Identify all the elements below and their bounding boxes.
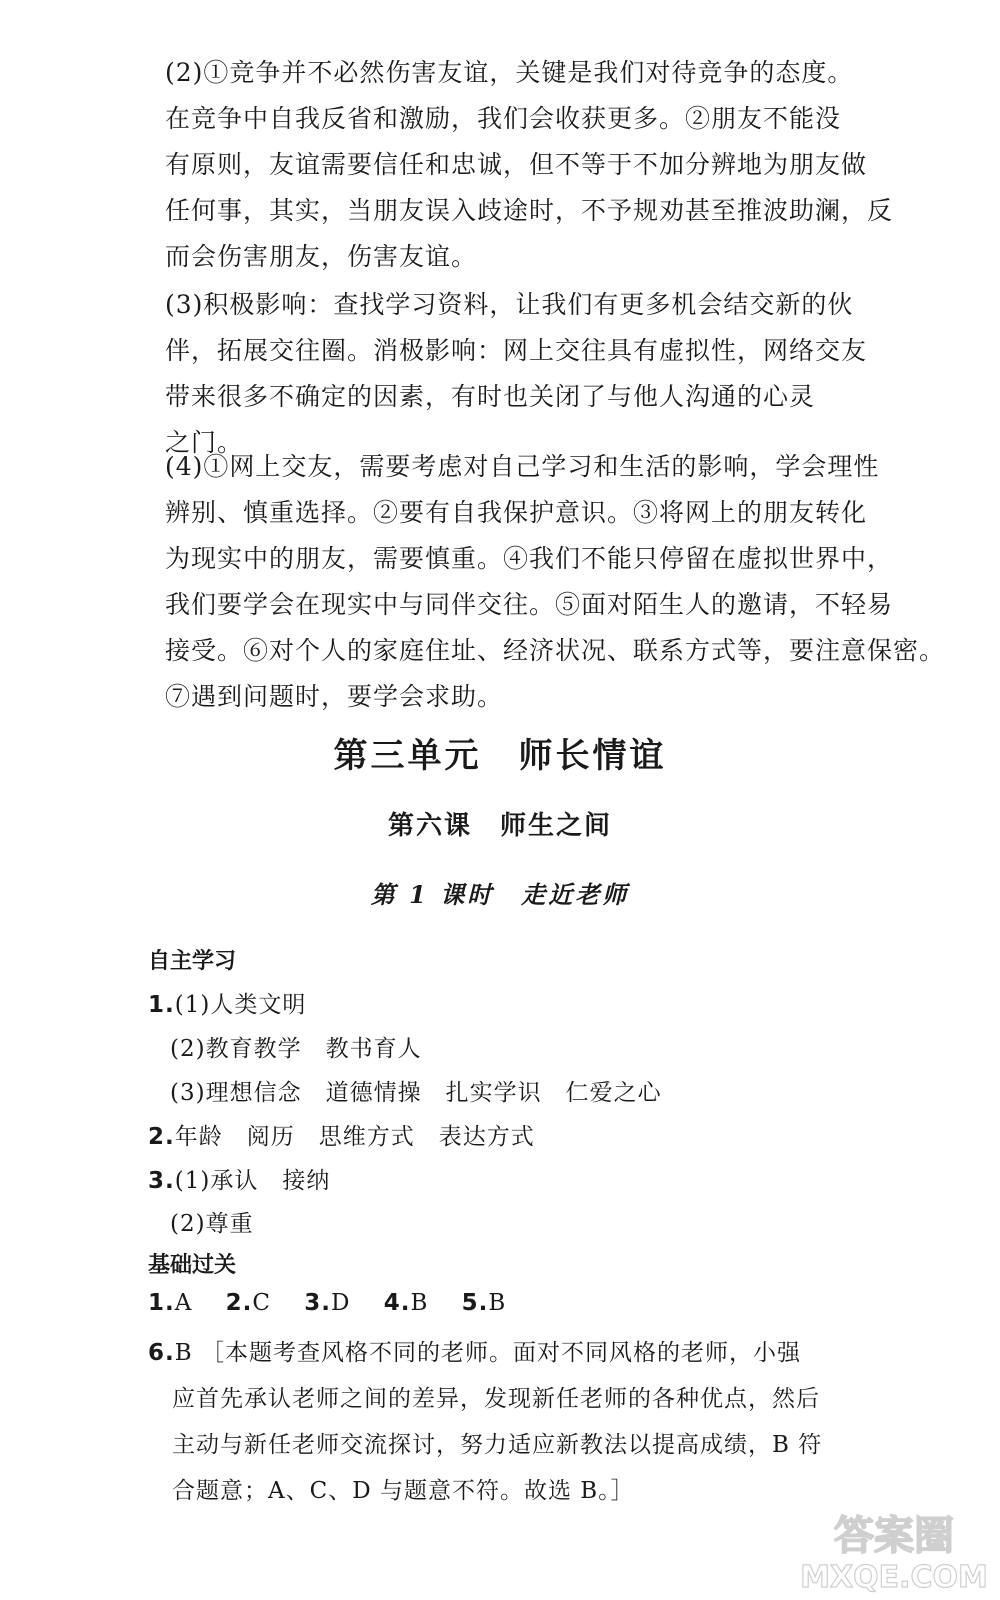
choice-answer: A: [174, 1290, 193, 1316]
text-line: 主动与新任老师交流探讨，努力适应新教法以提高成绩，B 符: [172, 1432, 823, 1458]
choice-answer: B: [410, 1290, 429, 1316]
question-6-explanation: [148, 1330, 848, 1514]
text-line: (2)①竞争并不必然伤害友谊，关键是我们对待竞争的态度。: [165, 58, 854, 87]
text-line: 有原则，友谊需要信任和忠诚，但不等于不加分辨地为朋友做: [165, 150, 868, 179]
answer-text: B ［本题考查风格不同的老师。面对不同风格的老师，小强: [174, 1340, 801, 1366]
text-line: 任何事，其实，当朋友误入歧途时，不予规劝甚至推波助澜，反: [165, 196, 894, 225]
text-line: 辨别、慎重选择。②要有自我保护意识。③将网上的朋友转化: [165, 498, 868, 527]
text-line: (4)①网上交友，需要考虑对自己学习和生活的影响，学会理性: [165, 452, 880, 481]
answer-text: (1)承认 接纳: [174, 1168, 331, 1194]
choice-answer: B: [488, 1290, 507, 1316]
answer-paragraph-2: [165, 50, 894, 280]
watermark-text-url: MXQE.COM: [800, 1560, 988, 1595]
text-line: ⑦遇到问题时，要学会求助。: [165, 682, 504, 711]
section-title-zizhu: 自主学习: [148, 949, 237, 974]
site-watermark-logo: [794, 1501, 994, 1596]
answer-text: 年龄 阅历 思维方式 表达方式: [174, 1124, 535, 1150]
text-line: 合题意；A、C、D 与题意不符。故选 B。］: [172, 1478, 635, 1504]
text-line: (3)积极影响：查找学习资料，让我们有更多机会结交新的伙: [165, 290, 854, 319]
question-2: [148, 1118, 535, 1151]
answer-text: (1)人类文明: [174, 992, 307, 1018]
text-line: 为现实中的朋友，需要慎重。④我们不能只停留在虚拟世界中，: [165, 544, 894, 573]
section-title-jichu: 基础过关: [148, 1253, 237, 1278]
text-line: 在竞争中自我反省和激励，我们会收获更多。②朋友不能没: [165, 104, 842, 133]
text-line: 伴，拓展交往圈。消极影响：网上交往具有虚拟性，网络交友: [165, 336, 868, 365]
answer-paragraph-4: [165, 444, 946, 720]
question-1c: (3)理想信念 道德情操 扎实学识 仁爱之心: [170, 1080, 662, 1106]
question-number: 2.: [225, 1290, 253, 1316]
question-number: 3.: [304, 1290, 331, 1316]
period-heading: 第 1 课时 走近老师: [370, 880, 630, 909]
unit-heading: 第三单元 师长情谊: [333, 736, 667, 776]
question-number: 2.: [148, 1124, 175, 1150]
answer-paragraph-3: [165, 282, 868, 466]
question-1a: [148, 986, 306, 1019]
question-number: 4.: [383, 1290, 411, 1316]
question-number: 1.: [148, 1290, 175, 1316]
question-1b: (2)教育教学 教书育人: [170, 1036, 422, 1062]
choice-answer: D: [330, 1290, 351, 1316]
question-3b: (2)尊重: [170, 1211, 254, 1237]
text-line: 接受。⑥对个人的家庭住址、经济状况、联系方式等，要注意保密。: [165, 636, 946, 665]
text-line: [148, 1330, 848, 1376]
text-line: 应首先承认老师之间的差异，发现新任老师的各种优点，然后: [172, 1386, 820, 1412]
choice-answers-row: [148, 1290, 506, 1316]
text-line: 带来很多不确定的因素，有时也关闭了与他人沟通的心灵: [165, 382, 816, 411]
question-number: 5.: [461, 1290, 489, 1316]
choice-answer: C: [252, 1290, 271, 1316]
text-line: 我们要学会在现实中与同伴交往。⑤面对陌生人的邀请，不轻易: [165, 590, 894, 619]
question-number: 6.: [148, 1340, 175, 1366]
text-line: 而会伤害朋友，伤害友谊。: [165, 242, 478, 271]
question-number: 1.: [148, 992, 175, 1018]
lesson-heading: 第六课 师生之间: [387, 811, 612, 841]
question-number: 3.: [148, 1168, 175, 1194]
watermark-text-main: 答案圈: [834, 1513, 954, 1559]
text-line: 之门。: [165, 428, 244, 457]
question-3a: [148, 1162, 330, 1195]
